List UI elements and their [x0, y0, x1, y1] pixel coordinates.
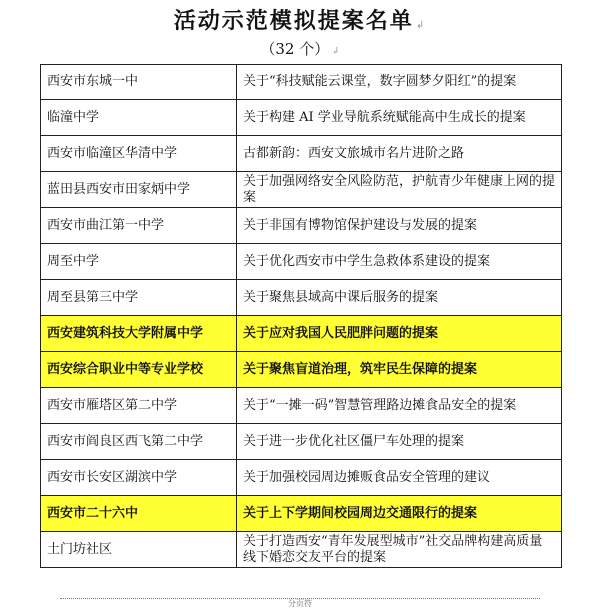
proposal-cell: 关于加强校园周边摊贩食品安全管理的建议	[237, 460, 562, 496]
proposal-cell: 关于“一摊一码”智慧管理路边摊食品安全的提案	[237, 388, 562, 424]
table-row	[41, 100, 562, 136]
table-row	[41, 532, 562, 568]
table-row	[41, 208, 562, 244]
document-title	[0, 4, 600, 35]
table-row	[41, 280, 562, 316]
paragraph-mark-icon: ↲	[331, 46, 340, 57]
school-cell: 西安市东城一中	[41, 65, 237, 100]
table-row	[41, 136, 562, 172]
school-cell: 西安市二十六中	[41, 496, 237, 532]
proposal-cell: 关于构建 AI 学业导航系统赋能高中生成长的提案	[237, 100, 562, 136]
document-title-text: 活动示范模拟提案名单	[173, 9, 414, 34]
school-cell: 西安市雁塔区第二中学	[41, 388, 237, 424]
proposal-cell: 关于非国有博物馆保护建设与发展的提案	[237, 208, 562, 244]
paragraph-mark-icon: ↲	[415, 20, 427, 31]
table-row	[41, 65, 562, 100]
school-cell: 西安综合职业中等专业学校	[41, 352, 237, 388]
page-break-label: 分页符	[288, 599, 312, 608]
school-cell: 蓝田县西安市田家炳中学	[41, 172, 237, 208]
proposal-cell: 关于上下学期间校园周边交通限行的提案	[237, 496, 562, 532]
table-row	[41, 244, 562, 280]
proposal-cell: 关于“科技赋能云课堂，数字圆梦夕阳红”的提案	[237, 65, 562, 100]
proposal-cell: 关于聚焦县域高中课后服务的提案	[237, 280, 562, 316]
school-cell: 周至县第三中学	[41, 280, 237, 316]
table-row	[41, 388, 562, 424]
proposal-cell: 关于打造西安“青年发展型城市”社交品牌构建高质量线下婚恋交友平台的提案	[237, 532, 562, 568]
proposal-count-text: （32 个）	[260, 40, 330, 58]
proposal-cell: 关于加强网络安全风险防范，护航青少年健康上网的提案	[237, 172, 562, 208]
table-row	[41, 352, 562, 388]
proposal-cell: 关于应对我国人民肥胖问题的提案	[237, 316, 562, 352]
school-cell: 西安市长安区湖滨中学	[41, 460, 237, 496]
table-row	[41, 460, 562, 496]
proposal-count	[0, 38, 600, 59]
proposal-cell: 古都新韵：西安文旅城市名片进阶之路	[237, 136, 562, 172]
school-cell: 临潼中学	[41, 100, 237, 136]
school-cell: 周至中学	[41, 244, 237, 280]
school-cell: 土门坊社区	[41, 532, 237, 568]
school-cell: 西安建筑科技大学附属中学	[41, 316, 237, 352]
table-row	[41, 424, 562, 460]
proposal-cell: 关于聚焦盲道治理，筑牢民生保障的提案	[237, 352, 562, 388]
proposal-cell: 关于进一步优化社区僵尸车处理的提案	[237, 424, 562, 460]
school-cell: 西安市阎良区西飞第二中学	[41, 424, 237, 460]
school-cell: 西安市曲江第一中学	[41, 208, 237, 244]
table-row	[41, 316, 562, 352]
proposal-cell: 关于优化西安市中学生急救体系建设的提案	[237, 244, 562, 280]
table-row	[41, 496, 562, 532]
table-row	[41, 172, 562, 208]
proposal-table	[40, 64, 562, 568]
school-cell: 西安市临潼区华清中学	[41, 136, 237, 172]
